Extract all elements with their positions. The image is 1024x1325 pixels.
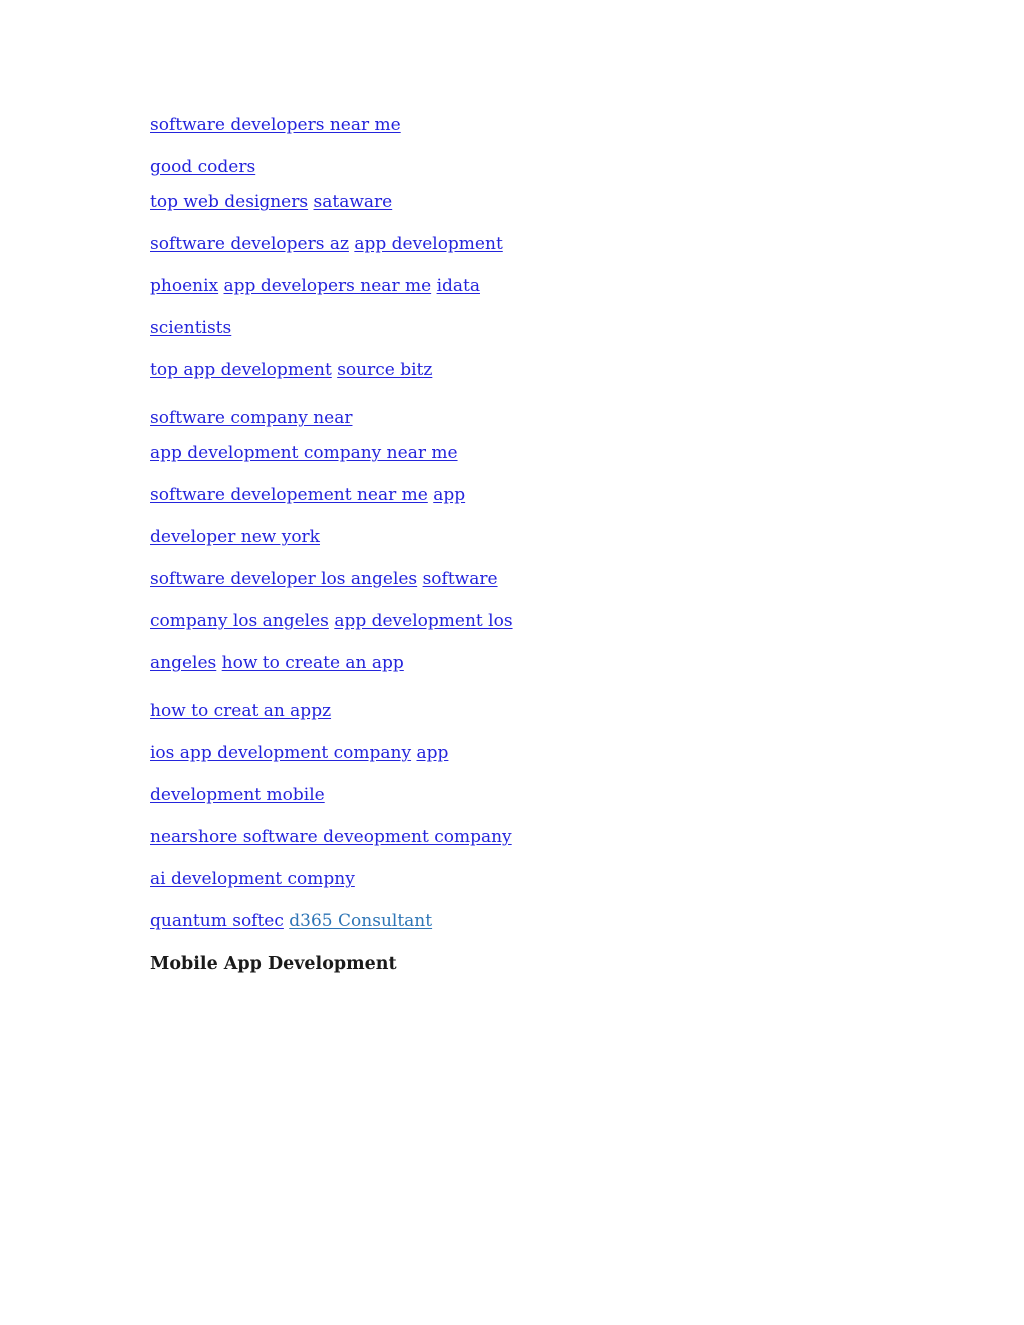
- page-heading: Mobile App Development: [150, 954, 397, 974]
- keyword-link[interactable]: app: [433, 485, 466, 505]
- keyword-link[interactable]: app developers near me: [223, 276, 432, 296]
- keyword-link[interactable]: how to create an app: [221, 653, 404, 673]
- keyword-link[interactable]: company los angeles: [150, 611, 329, 631]
- link-line: [150, 181, 570, 223]
- keyword-link[interactable]: nearshore software deveopment company: [150, 827, 512, 847]
- keyword-link-list: [150, 104, 570, 985]
- link-line: [150, 816, 570, 858]
- keyword-link[interactable]: software developement near me: [150, 485, 428, 505]
- keyword-link[interactable]: software developers near me: [150, 115, 401, 135]
- keyword-link[interactable]: software: [422, 569, 498, 589]
- keyword-link[interactable]: top web designers: [150, 192, 309, 212]
- keyword-link[interactable]: software company near: [150, 408, 353, 428]
- link-line: [150, 642, 570, 684]
- keyword-link[interactable]: development mobile: [150, 785, 325, 805]
- link-line: [150, 307, 570, 349]
- keyword-link[interactable]: app development: [354, 234, 503, 254]
- link-lines: [150, 104, 570, 942]
- keyword-link[interactable]: app: [416, 743, 449, 763]
- keyword-link[interactable]: quantum softec: [150, 911, 284, 931]
- link-line: [150, 558, 570, 600]
- link-line: [150, 858, 570, 900]
- keyword-link[interactable]: idata: [436, 276, 480, 296]
- keyword-link[interactable]: scientists: [150, 318, 232, 338]
- keyword-link[interactable]: phoenix: [150, 276, 219, 296]
- keyword-link[interactable]: angeles: [150, 653, 217, 673]
- link-line: [150, 774, 570, 816]
- link-line: [150, 474, 570, 516]
- link-line: [150, 223, 570, 265]
- keyword-link[interactable]: sataware: [313, 192, 393, 212]
- keyword-link[interactable]: ios app development company: [150, 743, 412, 763]
- keyword-link[interactable]: good coders: [150, 157, 256, 177]
- keyword-link[interactable]: how to creat an appz: [150, 701, 332, 721]
- keyword-link[interactable]: software developers az: [150, 234, 349, 254]
- keyword-link[interactable]: developer new york: [150, 527, 320, 547]
- keyword-link[interactable]: source bitz: [337, 360, 433, 380]
- link-line: [150, 732, 570, 774]
- link-line: [150, 432, 570, 474]
- link-line: [150, 104, 570, 146]
- keyword-link[interactable]: d365 Consultant: [289, 911, 433, 931]
- link-line: [150, 265, 570, 307]
- keyword-link[interactable]: top app development: [150, 360, 332, 380]
- link-line: [150, 600, 570, 642]
- keyword-link[interactable]: software developer los angeles: [150, 569, 418, 589]
- keyword-link[interactable]: app development los: [334, 611, 513, 631]
- keyword-link[interactable]: app development company near me: [150, 443, 458, 463]
- keyword-link[interactable]: ai development compny: [150, 869, 355, 889]
- link-line: [150, 900, 570, 942]
- link-line: [150, 690, 570, 732]
- link-line: [150, 349, 570, 391]
- link-line: [150, 516, 570, 558]
